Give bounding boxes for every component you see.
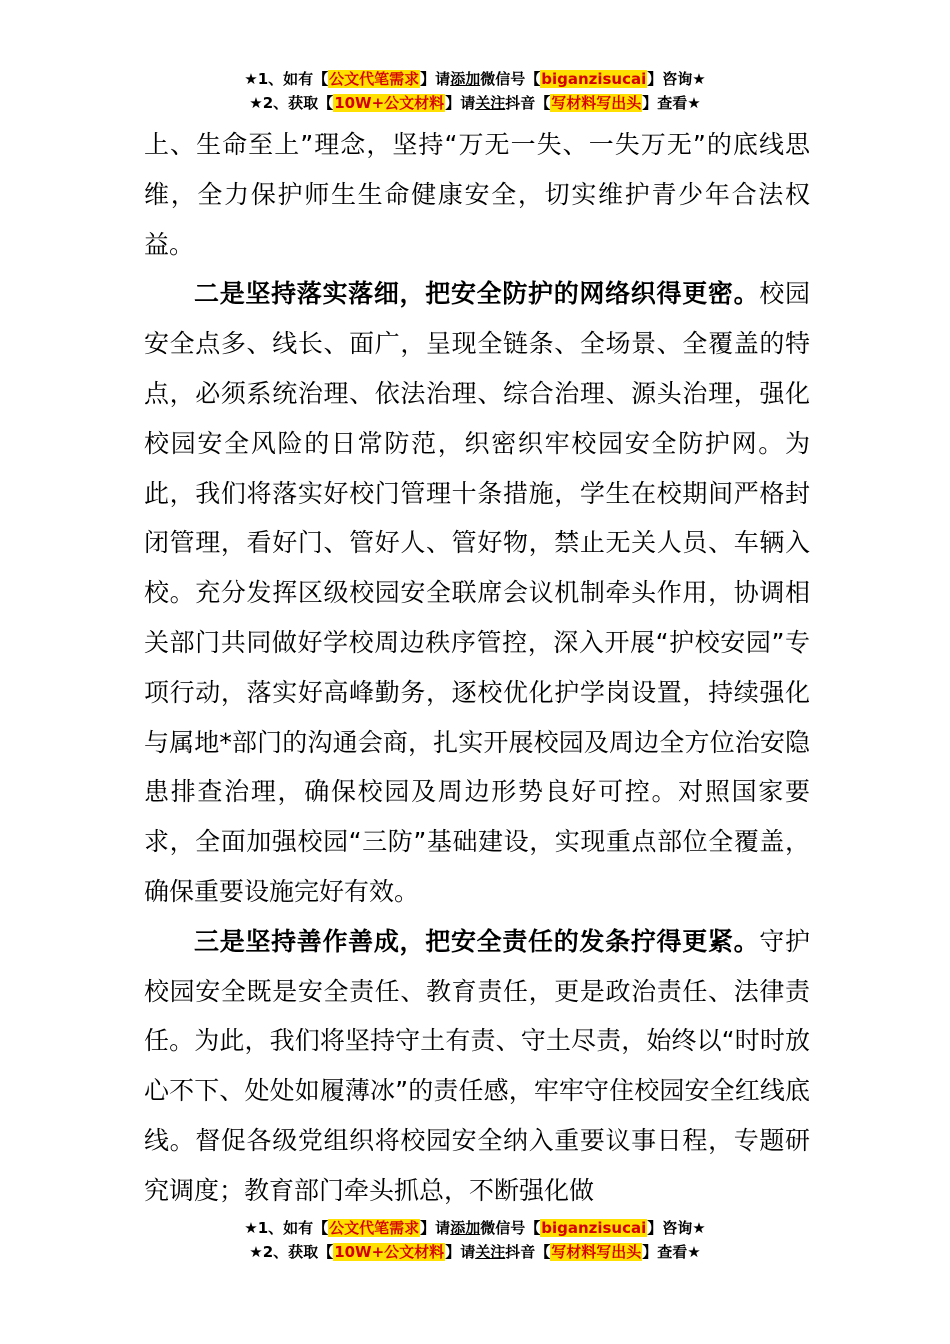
banner-text: 】请 (420, 1219, 451, 1237)
banner-text: ★2、获取【 (249, 94, 334, 112)
banner-underlined-text: 添加 (450, 1219, 481, 1237)
paragraph-continuation (144, 120, 810, 269)
banner-text: 】咨询★ (647, 1219, 706, 1237)
paragraph-second-point (144, 269, 810, 916)
banner-wechat-id: biganzisucai (541, 70, 647, 88)
banner-douyin-id: 写材料写出头 (551, 94, 642, 112)
banner-text: ★1、如有【 (244, 1219, 329, 1237)
banner-line-2 (0, 91, 950, 115)
banner-text: 微信号【 (480, 1219, 541, 1237)
paragraph-lead: 二是坚持落实落细，把安全防护的网络织得更密。 (194, 279, 760, 309)
paragraph-text: 守护校园安全既是安全责任、教育责任，更是政治责任、法律责任。为此，我们将坚持守土有责、守土尽责，始终以“时时放心不下、处处如履薄冰”的责任感，牢牢守住校园安全红线底线。督促各级党组织将校园安全纳入重要议事日程，专题研究调度；教育部门牵头抓总，不断强化做 (144, 926, 810, 1205)
banner-text: 抖音【 (505, 1243, 551, 1261)
banner-text: 】咨询★ (647, 70, 706, 88)
paragraph-text: 校园安全点多、线长、面广，呈现全链条、全场景、全覆盖的特点，必须系统治理、依法治理、综合治理、源头治理，强化校园安全风险的日常防范，织密织牢校园安全防护网。为此，我们将落实好校门管理十条措施，学生在校期间严格封闭管理，看好门、管好人、管好物，禁止无关人员、车辆入校。充分发挥区级校园安全联席会议机制牵头作用，协调相关部门共同做好学校周边秩序管控，深入开展“护校安园”专项行动，落实好高峰勤务，逐校优化护学岗设置，持续强化与属地*部门的沟通会商，扎实开展校园及周边全方位治安隐患排查治理，确保校园及周边形势良好可控。对照国家要求，全面加强校园“三防”基础建设，实现重点部位全覆盖，确保重要设施完好有效。 (144, 279, 810, 906)
banner-text: 抖音【 (505, 94, 551, 112)
banner-highlight: 公文代笔需求 (329, 1219, 420, 1237)
banner-line-1 (0, 1216, 950, 1240)
banner-text: ★1、如有【 (244, 70, 329, 88)
document-body (144, 120, 810, 1216)
paragraph-text: 上、生命至上”理念，坚持“万无一失、一失万无”的底线思维，全力保护师生生命健康安全，切实维护青少年合法权益。 (144, 130, 810, 259)
banner-underlined-text: 关注 (475, 94, 506, 112)
banner-text: 】请 (445, 1243, 476, 1261)
banner-underlined-text: 添加 (450, 70, 481, 88)
banner-text: ★2、获取【 (249, 1243, 334, 1261)
footer-banner (0, 1216, 950, 1264)
paragraph-lead: 三是坚持善作善成，把安全责任的发条拧得更紧。 (194, 926, 760, 956)
banner-line-2 (0, 1240, 950, 1264)
banner-highlight: 10W+公文材料 (334, 1243, 445, 1261)
banner-text: 】查看★ (642, 94, 701, 112)
banner-line-1 (0, 67, 950, 91)
banner-text: 】查看★ (642, 1243, 701, 1261)
banner-text: 】请 (445, 94, 476, 112)
banner-douyin-id: 写材料写出头 (551, 1243, 642, 1261)
paragraph-third-point (144, 917, 810, 1216)
banner-wechat-id: biganzisucai (541, 1219, 647, 1237)
banner-highlight: 公文代笔需求 (329, 70, 420, 88)
banner-text: 微信号【 (480, 70, 541, 88)
banner-underlined-text: 关注 (475, 1243, 506, 1261)
header-banner (0, 67, 950, 115)
banner-highlight: 10W+公文材料 (334, 94, 445, 112)
banner-text: 】请 (420, 70, 451, 88)
